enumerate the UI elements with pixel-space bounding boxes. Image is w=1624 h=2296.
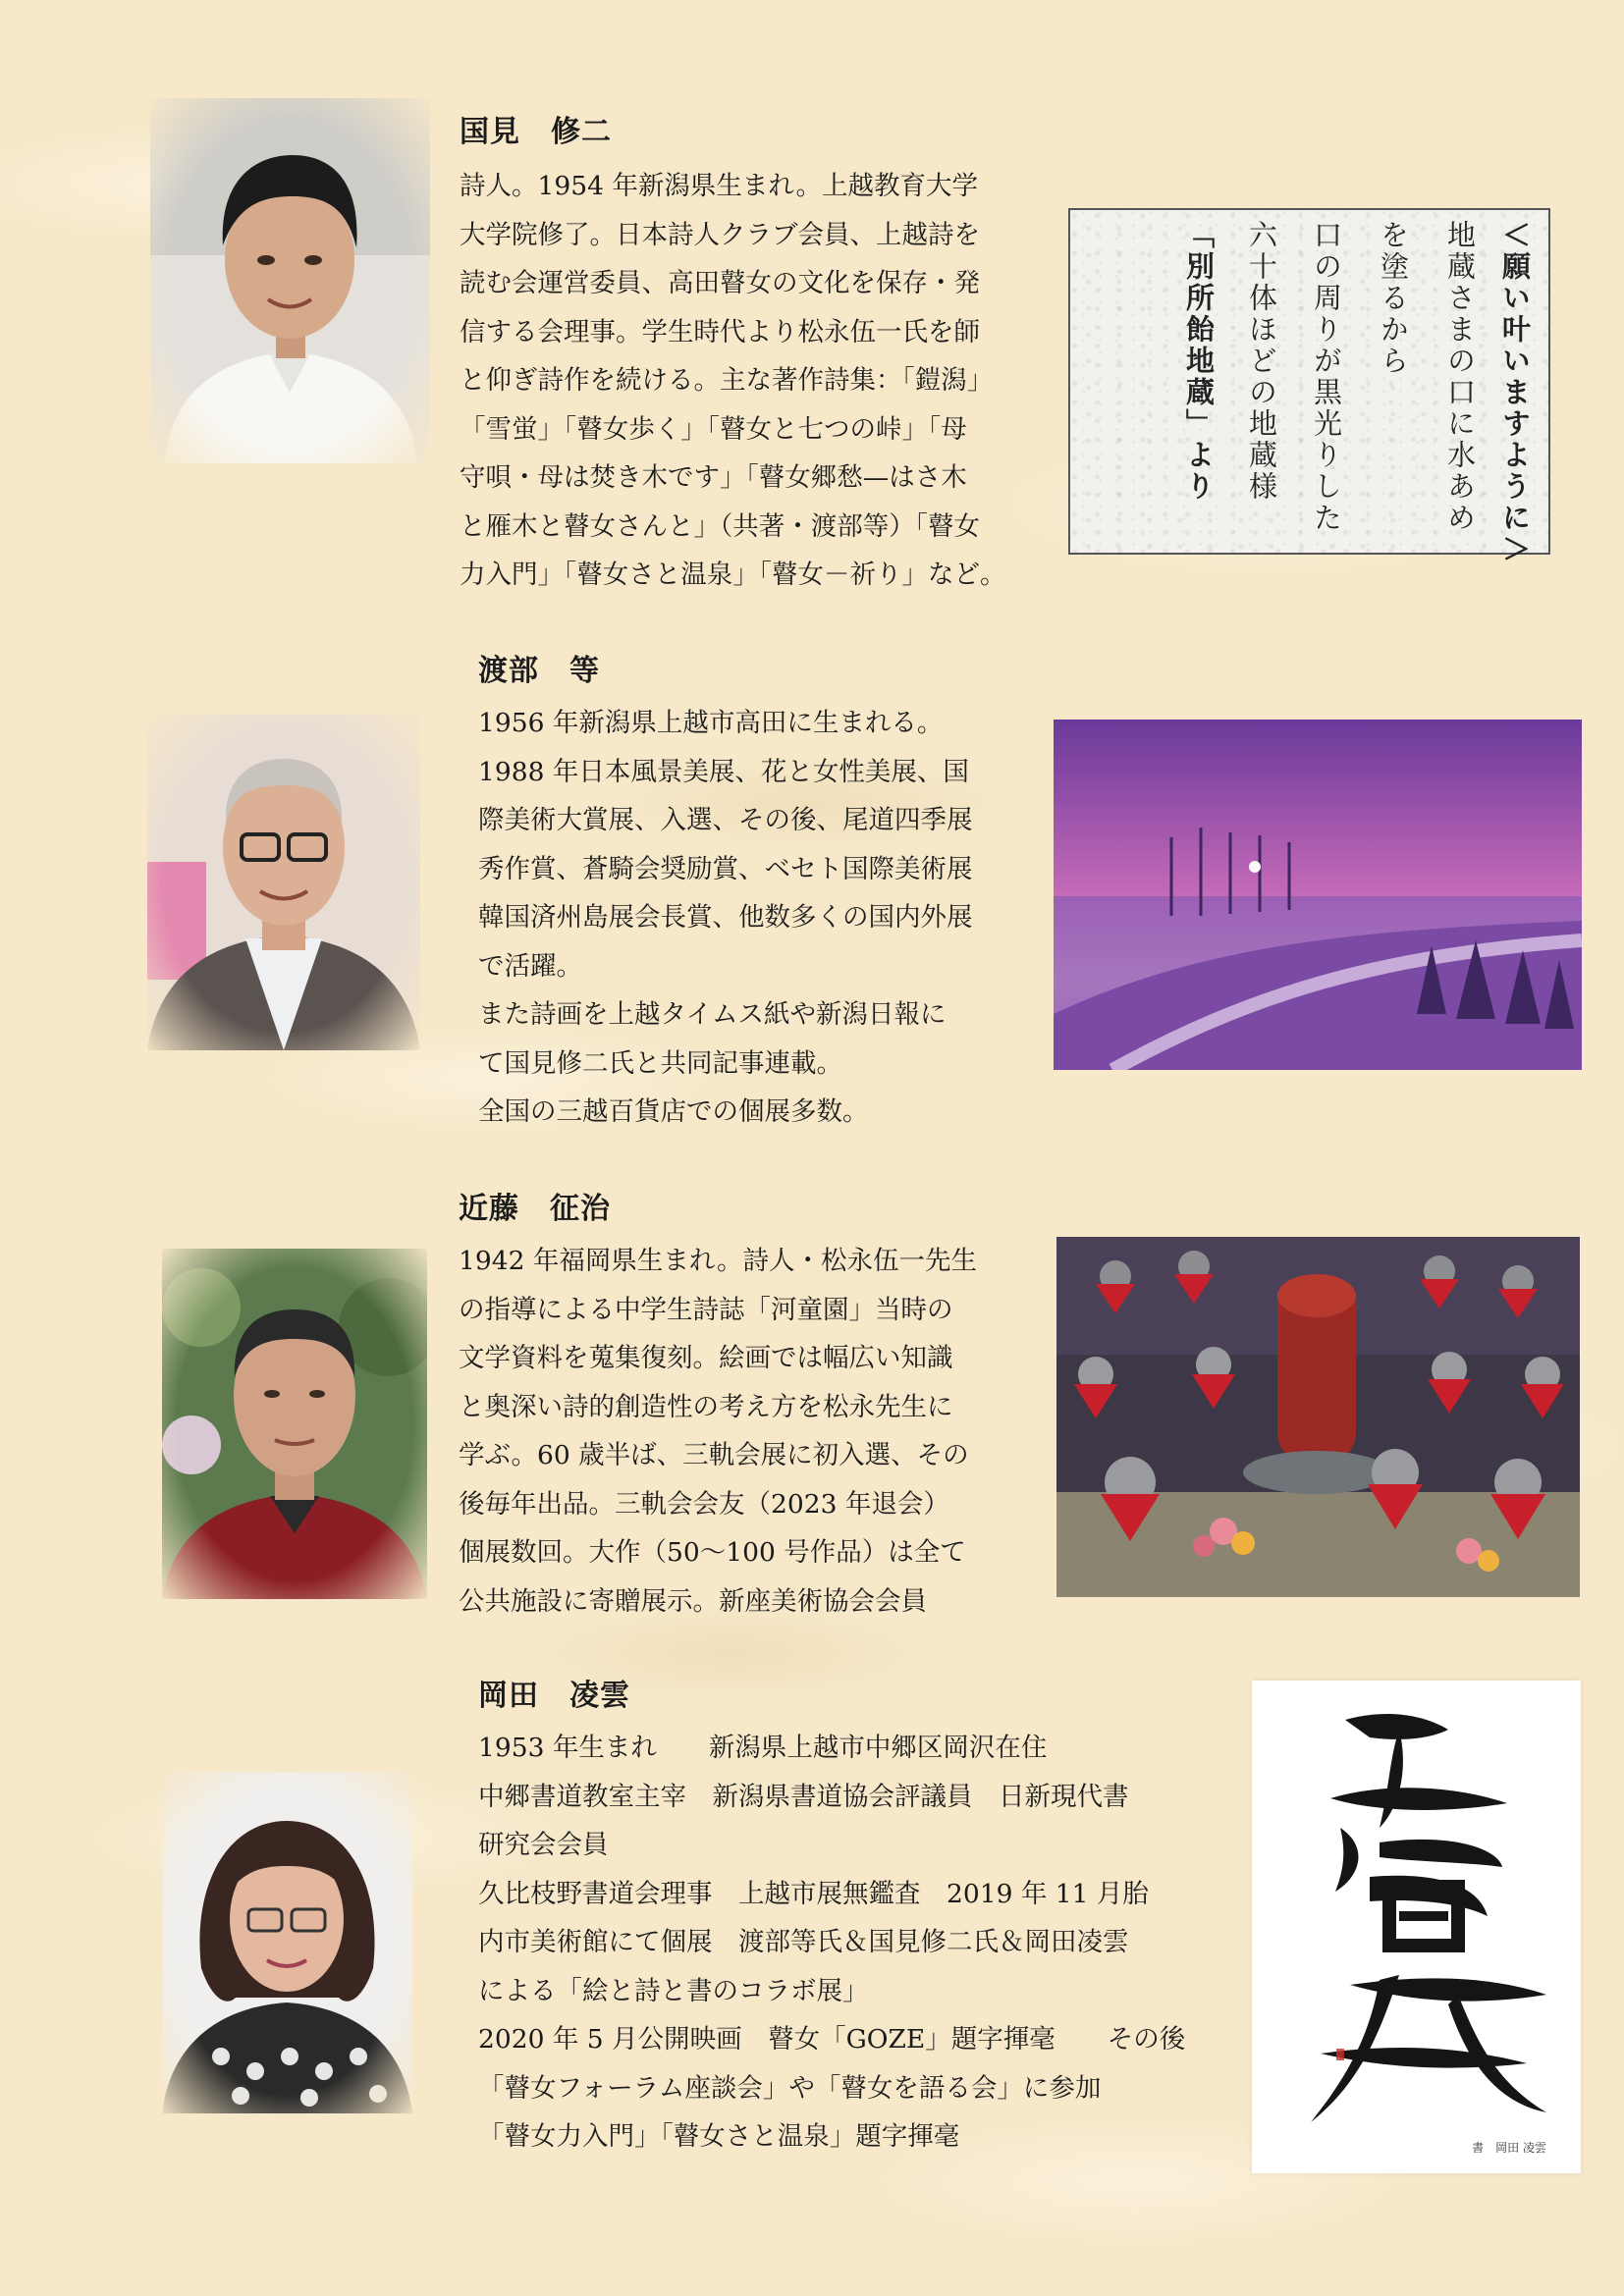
- bio-line: 信する会理事。学生時代より松永伍一氏を師: [460, 316, 980, 347]
- poem-box: [1068, 208, 1550, 565]
- bio-line: で活躍。: [478, 950, 582, 982]
- person-name: 近藤 征治: [459, 1192, 611, 1226]
- bio-line: 秀作賞、蒼騎会奨励賞、ベセト国際美術展: [478, 853, 973, 884]
- bio-line: 1942 年福岡県生まれ。詩人・松永伍一先生: [459, 1246, 977, 1276]
- portrait-kondo: [162, 1249, 427, 1599]
- bio-line: 「瞽女力入門」「瞽女さと温泉」題字揮毫: [478, 2121, 960, 2152]
- bio-line: 中郷書道教室主宰 新潟県書道協会評議員 日新現代書: [478, 1781, 1129, 1812]
- person-bio: [478, 699, 1057, 1137]
- bio-line: と雁木と瞽女さんと」（共著・渡部等）「瞽女: [460, 510, 980, 542]
- portrait-okada: [162, 1772, 412, 2113]
- bio-line: 詩人。1954 年新潟県生まれ。上越教育大学: [460, 171, 978, 201]
- painting-purple-landscape: [1054, 720, 1582, 1070]
- bio-line: 学ぶ。60 歳半ば、三軌会展に初入選、その: [459, 1440, 969, 1470]
- person-bio: [478, 1724, 1244, 2162]
- bio-line: 研究会会員: [478, 1830, 609, 1860]
- bio-line: 全国の三越百貨店での個展多数。: [478, 1096, 869, 1127]
- poem-line: 口の周りが黒光りした: [1310, 220, 1343, 534]
- portrait-kunimi: [150, 98, 430, 463]
- bio-line: 「雪蛍」「瞽女歩く」「瞽女と七つの峠」「母: [460, 413, 967, 445]
- bio-line: て国見修二氏と共同記事連載。: [478, 1047, 842, 1079]
- bio-line: による「絵と詩と書のコラボ展」: [478, 1975, 869, 2006]
- bio-line: 1953 年生まれ 新潟県上越市中郷区岡沢在住: [478, 1733, 1048, 1763]
- person-bio: [459, 1237, 1048, 1626]
- poem-line: を塗るから: [1377, 220, 1410, 377]
- poem-line: 六十体ほどの地蔵様: [1245, 220, 1278, 503]
- person-name: 渡部 等: [478, 654, 600, 688]
- bio-line: 公共施設に寄贈展示。新座美術協会会員: [459, 1585, 927, 1617]
- bio-line: 「瞽女フォーラム座談会」や「瞽女を語る会」に参加: [478, 2072, 1102, 2104]
- portrait-watabe: [147, 715, 420, 1050]
- poem-line: 地蔵さまの口に水あめ: [1443, 220, 1477, 534]
- bio-line: と奥深い詩的創造性の考え方を松永先生に: [459, 1391, 953, 1422]
- bio-line: 力入門」「瞽女さと温泉」「瞽女－祈り」など。: [460, 560, 1006, 590]
- bio-line: 文学資料を蒐集復刻。絵画では幅広い知識: [459, 1343, 953, 1373]
- bio-line: 1956 年新潟県上越市高田に生まれる。: [478, 708, 944, 738]
- bio-line: 1988 年日本風景美展、花と女性美展、国: [478, 756, 969, 787]
- bio-line: 内市美術館にて個展 渡部等氏＆国見修二氏＆岡田凌雲: [478, 1927, 1129, 1957]
- person-name: 国見 修二: [460, 115, 612, 149]
- person-name: 岡田 凌雲: [478, 1679, 630, 1713]
- bio-line: 久比枝野書道会理事 上越市展無鑑査 2019 年 11 月胎: [478, 1878, 1149, 1909]
- bio-line: 韓国済州島展会長賞、他数多くの国内外展: [478, 902, 973, 933]
- poem-source: 「別所飴地蔵」より: [1182, 220, 1216, 503]
- bio-line: の指導による中学生詩誌「河童園」当時の: [459, 1294, 953, 1325]
- painting-jizo-statues: [1056, 1237, 1580, 1597]
- person-bio: [460, 162, 1058, 600]
- bio-line: 個展数回。大作（50～100 号作品）は全て: [459, 1537, 966, 1568]
- bio-line: 2020 年 5 月公開映画 瞽女「GOZE」題字揮毫 その後: [478, 2024, 1186, 2055]
- bio-line: また詩画を上越タイムス紙や新潟日報に: [478, 999, 947, 1030]
- bio-line: 際美術大賞展、入選、その後、尾道四季展: [478, 805, 973, 835]
- bio-line: と仰ぎ詩作を続ける。主な著作詩集：「鎧潟」: [460, 365, 994, 396]
- bio-line: 読む会運営委員、高田瞽女の文化を保存・発: [460, 268, 980, 298]
- bio-line: 後毎年出品。三軌会会友（2023 年退会）: [459, 1488, 949, 1520]
- bio-line: 大学院修了。日本詩人クラブ会員、上越詩を: [460, 219, 980, 250]
- bio-line: 守唄・母は焚き木です」「瞽女郷愁—はさ木: [460, 462, 967, 493]
- calligraphy-artwork: [1252, 1681, 1581, 2173]
- calligraphy-signature: 書 岡田 凌雲: [1472, 2141, 1546, 2155]
- poem-title: ＜願い叶いますように＞: [1498, 220, 1532, 565]
